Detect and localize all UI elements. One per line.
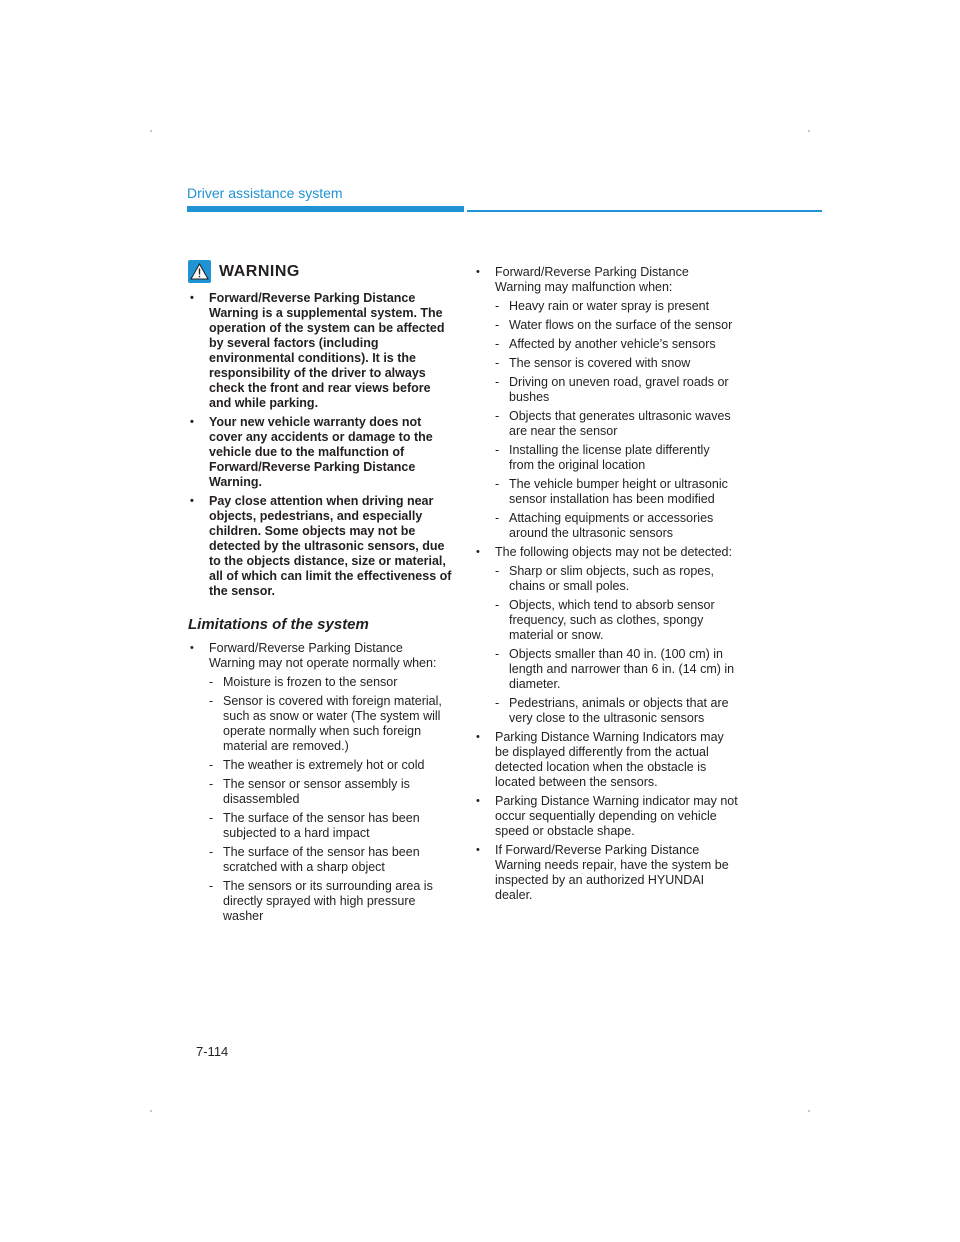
sub-list [495,564,738,726]
crop-mark [150,1110,152,1112]
sub-item: - The sensor is covered with snow [495,356,738,371]
warning-list [190,291,452,599]
section-title: Driver assistance system [187,185,343,201]
warning-item: • Forward/Reverse Parking Distance Warning is a supplemental system. The operation of the system can be affected by several factors (including environmental conditions). It is the responsibility of the driver to always check the front and rear views before and while parking. [190,291,452,411]
crop-mark [808,130,810,132]
sub-item: - Pedestrians, animals or objects that are very close to the ultrasonic sensors [495,696,738,726]
sub-list [209,675,452,924]
page-number: 7-114 [196,1044,229,1059]
list-item: • If Forward/Reverse Parking Distance Warning needs repair, have the system be inspected by an authorized HYUNDAI dealer. [476,843,738,903]
list-item-text: The following objects may not be detected: [495,545,732,559]
list-item: • Parking Distance Warning Indicators may be displayed differently from the actual detected location when the obstacle is located between the sensors. [476,730,738,790]
sub-item: - Objects smaller than 40 in. (100 cm) in length and narrower than 6 in. (14 cm) in diameter. [495,647,738,692]
limitations-list-right [476,265,738,903]
sub-item: - Driving on uneven road, gravel roads or bushes [495,375,738,405]
left-column [190,260,452,928]
list-item [476,265,738,541]
sub-item: - The surface of the sensor has been scratched with a sharp object [209,845,452,875]
list-item [476,545,738,726]
header-rule-thin [467,210,822,212]
limitations-heading: Limitations of the system [188,616,369,633]
warning-triangle-icon [188,260,211,283]
sub-item: - Heavy rain or water spray is present [495,299,738,314]
sub-item: - Attaching equipments or accessories around the ultrasonic sensors [495,511,738,541]
right-column [476,265,738,907]
sub-item: - Affected by another vehicle’s sensors [495,337,738,352]
crop-mark [150,130,152,132]
header-rule-thick [187,206,464,212]
sub-item: - Sensor is covered with foreign material, such as snow or water (The system will operate normally when such foreign material are removed.) [209,694,452,754]
sub-item: - Installing the license plate differently from the original location [495,443,738,473]
crop-mark [808,1110,810,1112]
list-item-text: Forward/Reverse Parking Distance Warning may not operate normally when: [209,641,437,670]
warning-item: • Your new vehicle warranty does not cover any accidents or damage to the vehicle due to the malfunction of Forward/Reverse Parking Distance Warning. [190,415,452,490]
sub-item: - The sensors or its surrounding area is directly sprayed with high pressure washer [209,879,452,924]
sub-item: - The surface of the sensor has been subjected to a hard impact [209,811,452,841]
sub-item: - The sensor or sensor assembly is disassembled [209,777,452,807]
sub-list [495,299,738,541]
list-item: • Parking Distance Warning indicator may not occur sequentially depending on vehicle speed or obstacle shape. [476,794,738,839]
limitations-list-left [190,641,452,924]
list-item [190,641,452,924]
sub-item: - The weather is extremely hot or cold [209,758,452,773]
warning-title: WARNING [219,263,300,280]
sub-item: - Objects that generates ultrasonic waves are near the sensor [495,409,738,439]
sub-item: - Sharp or slim objects, such as ropes, chains or small poles. [495,564,738,594]
warning-item: • Pay close attention when driving near objects, pedestrians, and especially children. Some objects may not be detected by the ultrasonic sensors, due to the objects distance, size or material, all of which can limit the effectiveness of the sensor. [190,494,452,599]
sub-item: - Water flows on the surface of the sensor [495,318,738,333]
list-item-text: Forward/Reverse Parking Distance Warning may malfunction when: [495,265,689,294]
sub-item: - Objects, which tend to absorb sensor frequency, such as clothes, spongy material or snow. [495,598,738,643]
warning-header [188,260,452,283]
sub-item: - Moisture is frozen to the sensor [209,675,452,690]
sub-item: - The vehicle bumper height or ultrasonic sensor installation has been modified [495,477,738,507]
